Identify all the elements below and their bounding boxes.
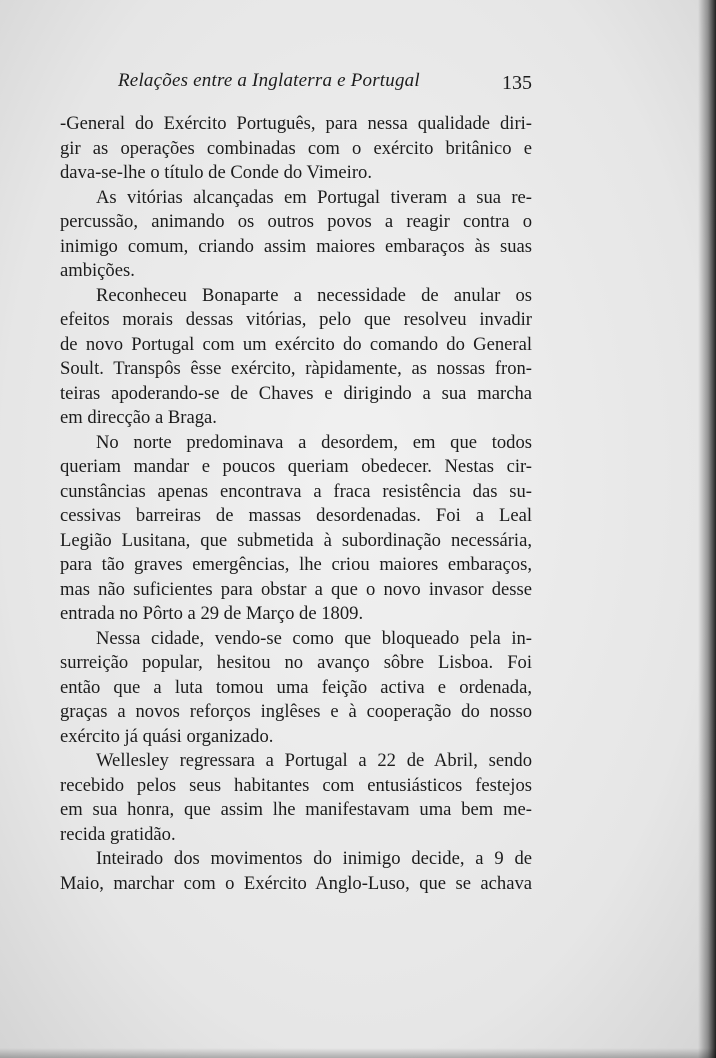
body-text [60,112,532,896]
text-line: dava-se-lhe o título de Conde do Vimeiro. [60,162,372,183]
text-line: para tão graves emergências, lhe criou maiores embaraços, [60,554,532,575]
text-line: em direcção a Braga. [60,407,217,428]
text-line: Soult. Transpôs êsse exército, ràpidamente, as nossas fron- [60,358,532,379]
text-line: cessivas barreiras de massas desordenadas. Foi a Leal [60,505,532,526]
text-line: recida gratidão. [60,823,176,845]
page-number: 135 [502,72,532,94]
text-line: gir as operações combinadas com o exército britânico e [60,137,532,159]
text-line: Inteirado dos movimentos do inimigo decide, a 9 de [96,848,532,869]
text-line: mas não suficientes para obstar a que o novo invasor desse [60,578,532,600]
text-line: No norte predominava a desordem, em que todos [96,431,532,453]
text-line: Legião Lusitana, que submetida à subordinação necessária, [60,529,532,551]
bottom-edge-shadow [0,1048,716,1058]
text-line: As vitórias alcançadas em Portugal tiveram a sua re- [96,186,532,208]
text-line: Nessa cidade, vendo-se como que bloqueado pela in- [96,627,532,649]
text-line: exército já quási organizado. [60,725,274,747]
text-line: ambições. [60,260,135,281]
binding-shadow [698,0,716,1058]
page-header [118,70,532,98]
text-line: percussão, animando os outros povos a reagir contra o [60,211,532,232]
text-line: graças a novos reforços inglêses e à cooperação do nosso [60,701,532,722]
text-line: de novo Portugal com um exército do comando do General [60,333,532,355]
text-line: cunstâncias apenas encontrava a fraca resistência das su- [60,480,532,502]
text-line: Maio, marchar com o Exército Anglo-Luso, que se achava [60,872,532,894]
text-line: queriam mandar e poucos queriam obedecer. Nestas cir- [60,456,532,477]
text-line: inimigo comum, criando assim maiores embaraços às suas [60,235,532,257]
text-line: em sua honra, que assim lhe manifestavam uma bem me- [60,799,532,820]
text-line: teiras apoderando-se de Chaves e dirigindo a sua marcha [60,382,532,404]
text-line: Reconheceu Bonaparte a necessidade de anular os [96,284,532,306]
text-line: surreição popular, hesitou no avanço sôbre Lisboa. Foi [60,652,532,673]
text-line: -General do Exército Português, para nessa qualidade diri- [60,113,532,134]
running-title: Relações entre a Inglaterra e Portugal [118,70,420,91]
text-line: efeitos morais dessas vitórias, pelo que resolveu invadir [60,309,532,330]
text-line: então que a luta tomou uma feição activa e ordenada, [60,676,532,698]
text-line: Wellesley regressara a Portugal a 22 de Abril, sendo [96,750,532,771]
text-line: entrada no Pôrto a 29 de Março de 1809. [60,603,364,624]
text-line: recebido pelos seus habitantes com entusiásticos festejos [60,774,532,796]
